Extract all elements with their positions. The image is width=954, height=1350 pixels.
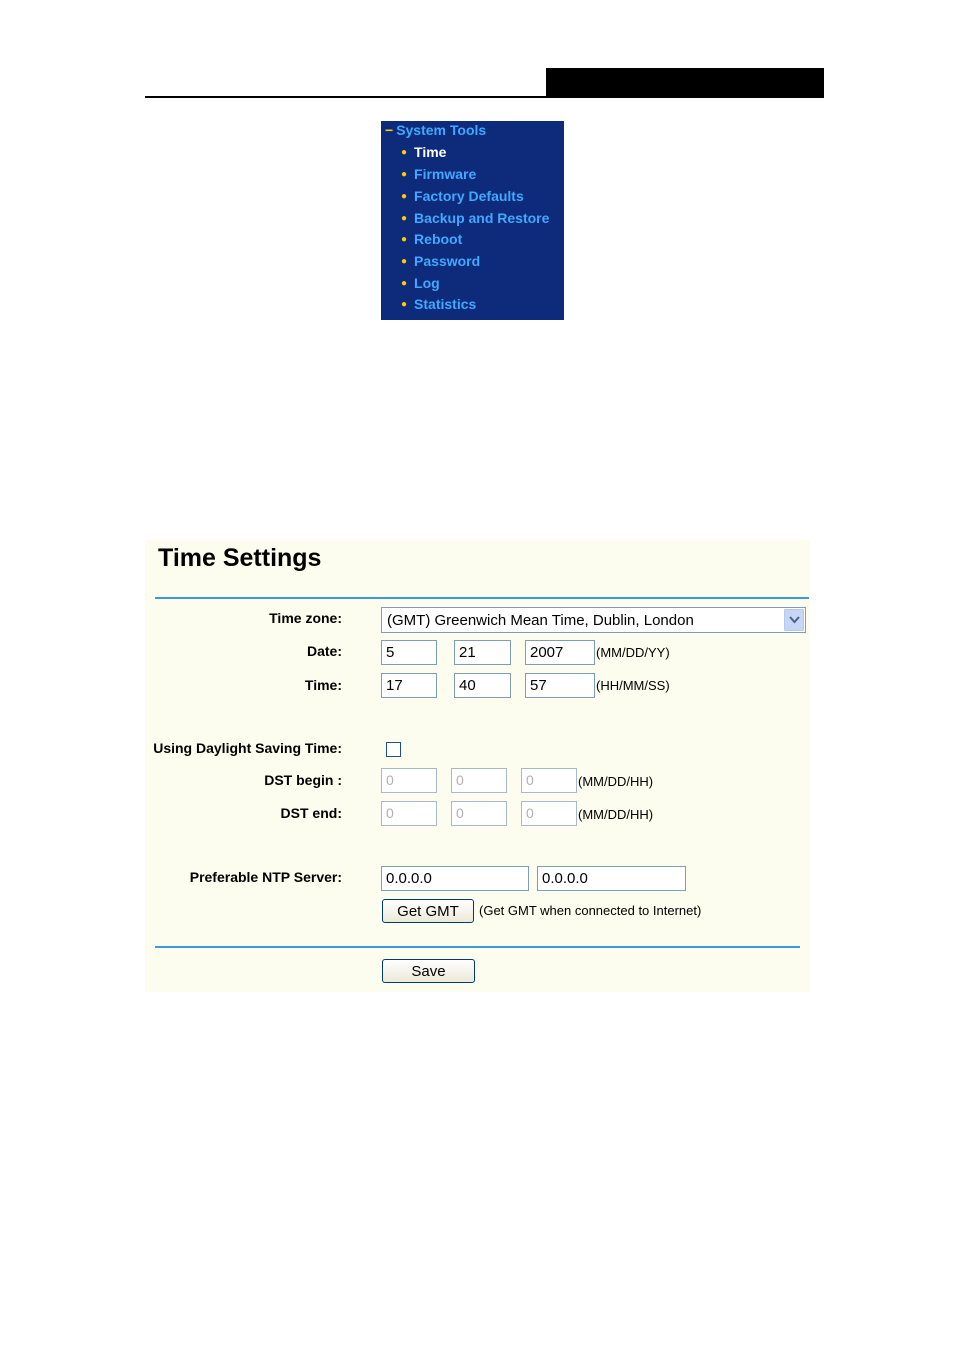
dst-checkbox[interactable]	[386, 742, 401, 757]
bullet-icon: ●	[401, 299, 408, 310]
save-button[interactable]: Save	[382, 959, 475, 983]
time-format-hint: (HH/MM/SS)	[596, 678, 670, 693]
menu-item-time[interactable]: ● Time	[401, 144, 447, 160]
dst-label: Using Daylight Saving Time:	[153, 740, 342, 756]
dst-begin-hour-input[interactable]: 0	[521, 768, 577, 793]
time-settings-panel	[145, 540, 810, 992]
ntp-server-label: Preferable NTP Server:	[189, 869, 342, 885]
time-zone-value: (GMT) Greenwich Mean Time, Dublin, London	[387, 612, 694, 629]
dst-begin-day-input[interactable]: 0	[451, 768, 507, 793]
dst-begin-format-hint: (MM/DD/HH)	[578, 774, 654, 789]
bottom-divider	[155, 946, 800, 948]
date-month-input[interactable]: 5	[381, 640, 437, 665]
collapse-minus-icon: −	[385, 122, 394, 138]
menu-item-firmware[interactable]: ● Firmware	[401, 166, 477, 182]
time-label: Time:	[304, 677, 342, 693]
time-hour-input[interactable]: 17	[381, 673, 437, 698]
date-day-input[interactable]: 21	[454, 640, 511, 665]
top-divider	[155, 597, 809, 599]
system-tools-menu	[381, 121, 564, 320]
dst-begin-month-input[interactable]: 0	[381, 768, 437, 793]
date-format-hint: (MM/DD/YY)	[596, 645, 670, 660]
dst-end-format-hint: (MM/DD/HH)	[578, 807, 654, 822]
time-second-input[interactable]: 57	[525, 673, 595, 698]
page-title: Time Settings	[158, 544, 322, 572]
dst-end-hour-input[interactable]: 0	[521, 801, 577, 826]
menu-item-factory-defaults[interactable]: ● Factory Defaults	[401, 188, 524, 204]
menu-title-system-tools[interactable]: − System Tools	[385, 122, 487, 138]
ntp-server-2-input[interactable]: 0.0.0.0	[537, 866, 686, 891]
dst-end-month-input[interactable]: 0	[381, 801, 437, 826]
menu-item-log[interactable]: ● Log	[401, 275, 440, 291]
ntp-server-1-input[interactable]: 0.0.0.0	[381, 866, 529, 891]
time-minute-input[interactable]: 40	[454, 673, 511, 698]
time-zone-select[interactable]	[381, 607, 806, 633]
bullet-icon: ●	[401, 234, 408, 245]
document-header-bar	[546, 68, 824, 98]
menu-item-statistics[interactable]: ● Statistics	[401, 296, 477, 312]
dst-end-label: DST end:	[280, 805, 342, 821]
bullet-icon: ●	[401, 169, 408, 180]
bullet-icon: ●	[401, 256, 408, 267]
date-year-input[interactable]: 2007	[525, 640, 595, 665]
get-gmt-note: (Get GMT when connected to Internet)	[479, 903, 702, 918]
menu-item-password[interactable]: ● Password	[401, 253, 481, 269]
dst-end-day-input[interactable]: 0	[451, 801, 507, 826]
time-zone-label: Time zone:	[269, 610, 342, 626]
dropdown-button[interactable]	[784, 609, 804, 631]
menu-item-reboot[interactable]: ● Reboot	[401, 231, 463, 247]
bullet-icon: ●	[401, 278, 408, 289]
bullet-icon: ●	[401, 147, 408, 158]
date-label: Date:	[306, 643, 342, 659]
menu-item-backup-restore[interactable]: ● Backup and Restore	[401, 210, 550, 226]
dst-begin-label: DST begin :	[264, 772, 342, 788]
get-gmt-button[interactable]: Get GMT	[382, 899, 474, 923]
bullet-icon: ●	[401, 191, 408, 202]
chevron-down-icon	[789, 616, 800, 624]
bullet-icon: ●	[401, 213, 408, 224]
